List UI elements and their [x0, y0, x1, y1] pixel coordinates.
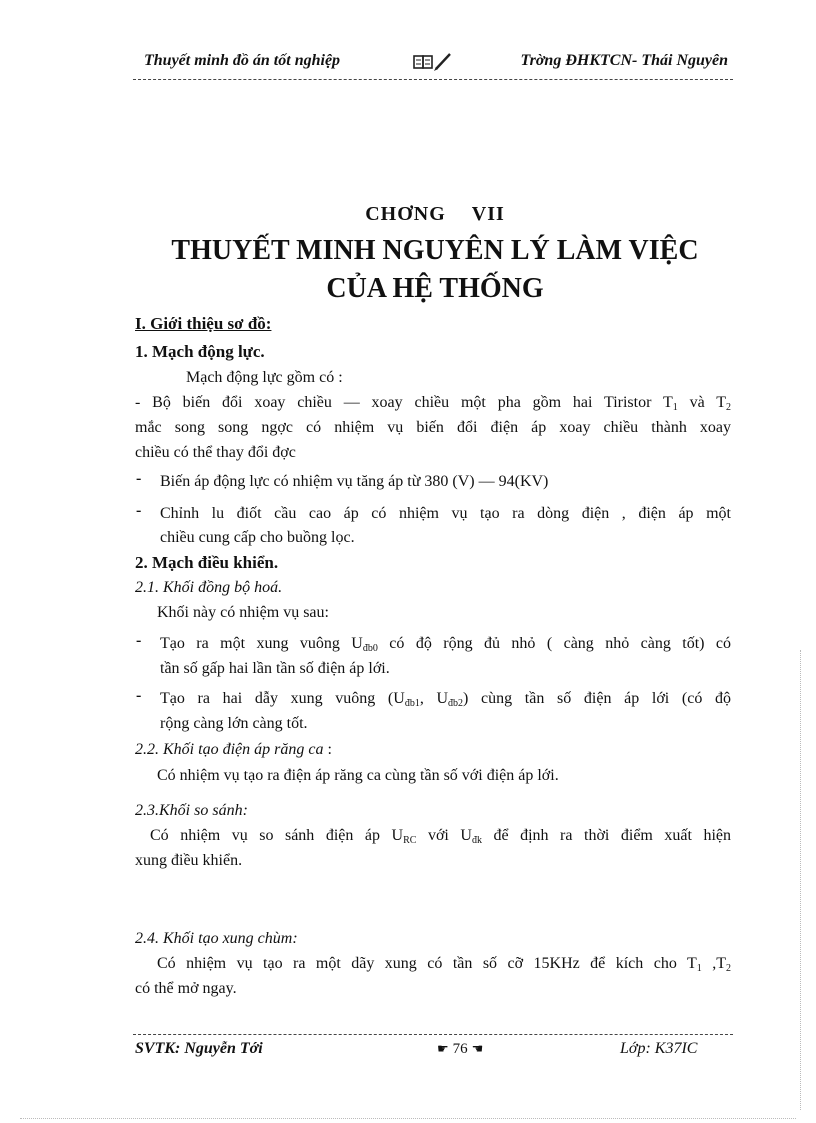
page-edge-divider: [20, 1118, 796, 1119]
section-2-4-heading: 2.4. Khối tạo xung chùm:: [135, 930, 298, 947]
section-1-1-para-line-3: chiều có thể thay đổi đợc: [135, 444, 296, 461]
bullet-marker: -: [136, 502, 142, 519]
chapter-title-line-1: THUYẾT MINH NGUYÊN LÝ LÀM VIỆC: [171, 235, 699, 266]
chapter-label: CHƠNG: [365, 203, 446, 225]
section-1-1-intro: Mạch động lực gồm có :: [186, 369, 343, 386]
hand-pointer-icon: ☚: [471, 1041, 484, 1056]
section-2-4-text-line-2: có thể mở ngay.: [135, 980, 237, 997]
section-2-1-bullet-1-line-1: Tạo ra một xung vuông $U_{đb0}$ có độ rộng đủ nhỏ ( càng nhỏ càng tốt) có: [160, 635, 732, 654]
section-2-3-text-line-2: xung điều khiển.: [135, 852, 243, 869]
section-2-2-text: Có nhiệm vụ tạo ra điện áp răng ca cùng tần số với điện áp lới.: [157, 767, 559, 784]
section-2-1-heading: 2.1. Khối đồng bộ hoá.: [135, 579, 283, 596]
section-2-1-bullet-2-line-1: Tạo ra hai dẫy xung vuông ($U_{đb1}$, $U_{đb2}$) cùng tần số điện áp lới (có độ: [160, 690, 731, 709]
section-1-1-bullet-2-line-2: chiều cung cấp cho buồng lọc.: [160, 529, 355, 546]
page-header: [140, 50, 730, 74]
page-number: ☛ 76 ☚: [437, 1041, 484, 1057]
page-footer: [133, 1040, 733, 1062]
section-2-1-intro: Khối này có nhiệm vụ sau:: [157, 604, 329, 621]
section-1-1-para-line-1: - Bộ biến đổi xoay chiều — xoay chiều một pha gồm hai Tiristor $T_1$ và $T_2$: [135, 394, 731, 413]
header-university: Trờng ĐHKTCN- Thái Nguyên: [520, 52, 728, 69]
footer-class: Lớp: K37IC: [620, 1040, 698, 1057]
section-2-heading: 2. Mạch điều khiển.: [135, 553, 279, 572]
hand-pointer-icon: ☛: [437, 1041, 449, 1056]
bullet-marker: -: [136, 632, 142, 649]
section-2-3-text-line-1: Có nhiệm vụ so sánh điện áp $U_{RC}$ với $U_{đk}$ để định ra thời điểm xuất hiện: [150, 827, 732, 846]
chapter-heading: [0, 203, 816, 226]
chapter-title-line-2: CỦA HỆ THỐNG: [326, 273, 544, 304]
header-thesis-title: Thuyết minh đồ án tốt nghiệp: [144, 52, 341, 69]
section-2-4-text-line-1: Có nhiệm vụ tạo ra một dãy xung có tần số cỡ 15KHz để kích cho $T_1$ $,T_2$: [157, 955, 731, 974]
header-divider: [133, 79, 733, 80]
section-1-heading: I. Giới thiệu sơ đồ:: [135, 314, 272, 333]
section-2-1-bullet-1-line-2: tần số gấp hai lần tần số điện áp lới.: [160, 660, 390, 677]
section-2-3-heading: 2.3.Khối so sánh:: [135, 802, 248, 819]
bullet-marker: -: [136, 687, 142, 704]
page-edge-divider: [800, 650, 801, 1110]
section-1-1-bullet-1: Biến áp động lực có nhiệm vụ tăng áp từ 380 (V) — 94(KV): [160, 473, 549, 490]
section-1-1-para-line-2: mắc song song ngợc có nhiệm vụ biến đổi điện áp xoay chiều thành xoay: [135, 419, 731, 436]
footer-student: SVTK: Nguyễn Tới: [135, 1040, 263, 1057]
section-1-1-heading: 1. Mạch động lực.: [135, 342, 265, 361]
section-2-2-heading: 2.2. Khối tạo điện áp răng ca :: [135, 741, 332, 758]
book-pen-icon: [412, 50, 456, 72]
footer-divider: [133, 1034, 733, 1035]
bullet-marker: -: [136, 470, 142, 487]
section-2-1-bullet-2-line-2: rộng càng lớn càng tốt.: [160, 715, 308, 732]
chapter-number: VII: [471, 203, 505, 225]
section-1-1-bullet-2-line-1: Chỉnh lu điốt cầu cao áp có nhiệm vụ tạo ra dòng điện , điện áp một: [160, 505, 731, 522]
